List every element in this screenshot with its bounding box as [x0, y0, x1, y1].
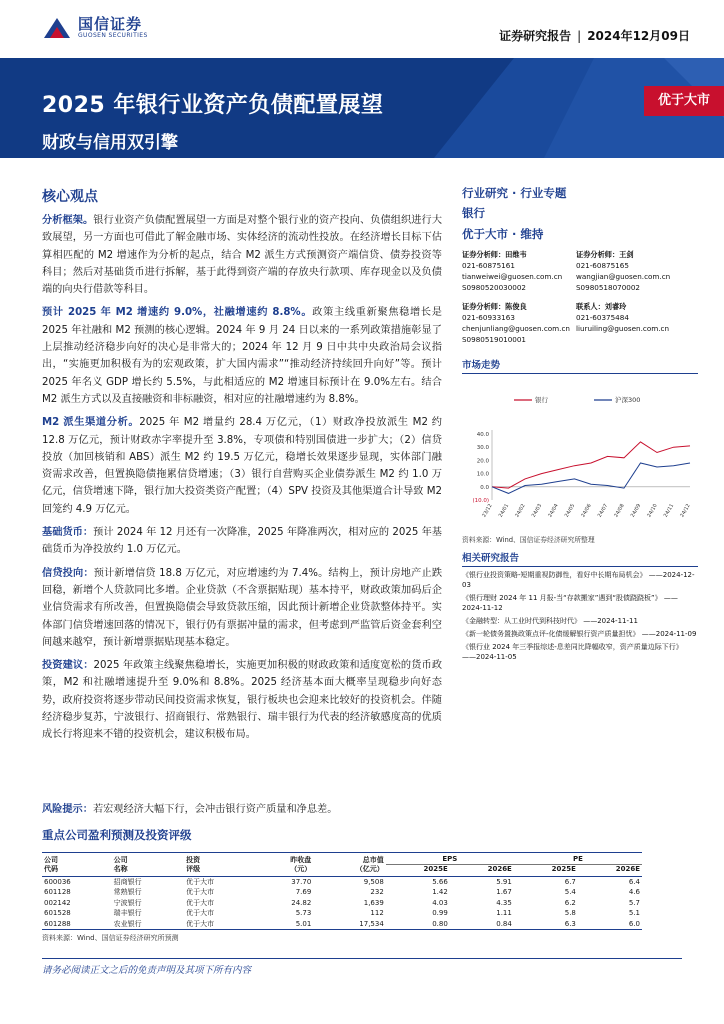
- x-tick-label: 24/11: [662, 503, 676, 519]
- x-tick-label: 24/06: [580, 503, 593, 519]
- y-tick-label: 20.0: [476, 458, 489, 465]
- industry-rating: 优于大市 · 维持: [462, 227, 544, 241]
- analyst-card: 证券分析师：王剑 021-60875165 wangjian@guosen.com.cn S0980518070002: [576, 249, 698, 293]
- x-tick-label: 24/08: [613, 503, 626, 519]
- x-tick-label: 24/07: [596, 503, 610, 519]
- table-row: 601528 瑞丰银行 优于大市 5.73 112 0.99 1.11 5.8 5.1: [44, 909, 640, 918]
- series-line-bank: [492, 442, 690, 488]
- table-header-row: 公司 公司 投资 昨收盘 总市值 EPS PE: [42, 853, 642, 865]
- report-date: 2024年12月09日: [587, 29, 690, 43]
- analyst-card: 联系人：刘睿玲 021-60375484 liuruiling@guosen.com.cn: [576, 301, 698, 345]
- forecast-table-section: [42, 827, 682, 943]
- y-tick-label: 10.0: [476, 471, 489, 478]
- x-tick-label: 24/05: [563, 503, 577, 519]
- legend-label: 银行: [535, 396, 548, 404]
- paragraph-m2-channels: M2 派生渠道分析。2025 年 M2 增量约 28.4 万亿元，（1）财政净投放派生 M2 约 12.8 万亿元，预计财政赤字率提升至 3.8%，专项债和特别国债进一步扩大；（2）信贷投放（加回核销和 ABS）派生 M2 约 19.5 万亿元，稳增长效果逐步显现，实体部门融资需求改善，但置换隐债拖累信贷增速；（3）银行自营购买企业债券派生 M2 约 1.0 万亿元，信贷增速下降，银行加大投资类资产配置；（4）SPV 投资及其他渠道合计导致 M2 回笼约 4.9 万亿元。: [42, 417, 442, 515]
- analyst-email[interactable]: chenjunliang@guosen.com.cn: [462, 324, 570, 333]
- table-row: 601288 农业银行 优于大市 5.01 17,534 0.80 0.84 6.3 6.0: [44, 919, 640, 928]
- paragraph-framework: 分析框架。银行业资产负债配置展望一方面是对整个银行业的资产投向、负债组织进行大致展望，另一方面也可借此了解金融市场、实体经济的流动性投放。在经济增长目标下估算相匹配的 M2 增速作为分析的起点，结合 M2 派生方式预测资产端信贷、债券投资等科目；然后对基础货币进行拆解，基于此得到资产端的存放央行款项、库存现金以及负债端的向央行借款等科目。: [42, 215, 443, 296]
- table-row: 002142 宁波银行 优于大市 24.82 1,639 4.03 4.35 6.2 5.7: [44, 898, 640, 907]
- logo-english-name: GUOSEN SECURITIES: [78, 32, 148, 39]
- core-views: [42, 186, 442, 750]
- logo-chinese-name: 国信证券: [78, 15, 143, 33]
- title-banner: [0, 58, 724, 158]
- x-tick-label: 24/01: [497, 503, 511, 519]
- guosen-logo-icon: [42, 16, 72, 40]
- paragraph-credit: 信贷投向：预计新增信贷 18.8 万亿元，对应增速约为 7.4%。结构上，预计房地产止跌回稳，新增个人贷款同比多增。企业贷款（不含票据贴现）基本持平，财政政策加码后企业信贷需求有所改善，但置换隐债会导致贷款压缩，因此预计新增企业贷款整体持平。实体部门信贷增速回落的情况下，银行仍有票据冲量的需求，但考虑到严监管后资金套利空间越来越窄，预计新增票据贴现基本稳定。: [42, 567, 443, 648]
- related-report-link[interactable]: 《银行业投资策略-短期重视防御性，看好中长期布局机会》 ——2024-12-03: [462, 571, 695, 589]
- guosen-logo: [42, 16, 148, 40]
- market-trend-section: [462, 357, 698, 544]
- analyst-email[interactable]: tianweiwei@guosen.com.cn: [462, 272, 563, 281]
- related-reports-title: 相关研究报告: [462, 550, 698, 567]
- market-trend-title: 市场走势: [462, 357, 698, 374]
- legend-label: 沪深300: [615, 396, 641, 404]
- forecast-table-title: 重点公司盈利预测及投资评级: [42, 828, 192, 842]
- analyst-list: [462, 249, 698, 353]
- x-tick-label: 24/03: [530, 503, 544, 519]
- report-category: 行业研究 · 行业专题: [462, 186, 567, 200]
- related-report-link[interactable]: 《银行理财 2024 年 11 月报-当“存款搬家”遇到“股债跷跷板”》 ——2024-11-12: [462, 594, 678, 612]
- rating-tag: 优于大市: [644, 86, 724, 116]
- footer-divider: [42, 958, 682, 959]
- x-tick-label: 24/09: [629, 503, 643, 519]
- report-title: 2025 年银行业资产负债配置展望: [42, 93, 384, 118]
- x-tick-label: 24/10: [646, 503, 659, 519]
- x-tick-label: 24/02: [514, 503, 527, 519]
- paragraph-investment-advice: 投资建议：2025 年政策主线聚焦稳增长，实施更加积极的财政政策和适度宽松的货币政策，M2 和社融增速提升至 9.0%和 8.8%。2025 经济基本面大概率呈现稳步向好态势，政府投资将逐步带动民间投资需求恢复，银行板块也会迎来比较好的投资机会。伴随经济稳步复苏，宁波银行、招商银行、常熟银行、瑞丰银行为代表的经济敏感度高的优质成长行将迎来不错的投资机会，建议积极布局。: [42, 660, 443, 741]
- x-tick-label: 23/12: [481, 503, 494, 519]
- y-tick-label: (10.0): [472, 498, 489, 504]
- related-report-link[interactable]: 《金融转型：从工业时代到科技时代》 ——2024-11-11: [462, 617, 638, 625]
- sidebar: [462, 186, 698, 662]
- core-views-title: 核心观点: [42, 189, 98, 205]
- table-row: 600036 招商银行 优于大市 37.70 9,508 5.66 5.91 6.7 6.4: [44, 878, 640, 886]
- y-tick-label: 40.0: [476, 432, 489, 438]
- report-type: 证券研究报告: [499, 29, 572, 43]
- analyst-email[interactable]: wangjian@guosen.com.cn: [576, 272, 671, 281]
- paragraph-risk: 风险提示：若宏观经济大幅下行，会冲击银行资产质量和净息差。: [42, 804, 338, 815]
- footer-disclaimer: 请务必阅读正文之后的免责声明及其项下所有内容: [42, 965, 252, 976]
- forecast-table: [42, 852, 642, 930]
- table-source: 资料来源：Wind、国信证券经济研究所预测: [42, 934, 179, 943]
- analyst-card: 证券分析师：陈俊良 021-60933163 chenjunliang@guosen.com.cn S0980519010001: [462, 301, 574, 345]
- related-reports-section: [462, 550, 698, 662]
- table-header-row: 代码 名称 评级 （元） （亿元） 2025E 2026E 2025E 2026E: [42, 865, 642, 877]
- related-report-link[interactable]: 《新一轮债务置换政策点评-化债缓解银行资产质量担忧》 ——2024-11-09: [462, 630, 697, 638]
- chart-source: 资料来源：Wind、国信证券经济研究所整理: [462, 536, 595, 544]
- table-row: 601128 常熟银行 优于大市 7.69 232 1.42 1.67 5.4 4.6: [44, 888, 640, 897]
- industry-name: 银行: [462, 206, 485, 220]
- top-header: [0, 0, 724, 58]
- report-meta: 证券研究报告 | 2024年12月09日: [499, 29, 690, 43]
- market-trend-chart: [462, 378, 698, 528]
- x-tick-label: 24/04: [547, 503, 560, 519]
- analyst-email[interactable]: liuruiling@guosen.com.cn: [576, 324, 670, 333]
- related-report-link[interactable]: 《银行业 2024 年三季报综述-息差同比降幅收窄，资产质量边际下行》 ——2024-11-05: [462, 643, 683, 661]
- paragraph-m2-forecast: 预计 2025 年 M2 增速约 9.0%，社融增速约 8.8%。政策主线重新聚焦稳增长是 2025 年社融和 M2 预测的核心逻辑。2024 年 9 月 24 日以来的一系列政策措施彰显了上层推动经济稳步向好的决心是非常大的；2024 年 12 月 9 日中共中央政治局会议指出，“实施更加积极有为的宏观政策，扩大国内需求”“推动经济持续回升向好”等。预计 2025 年名义 GDP 增长约 5.5%，与此相适应的 M2 增速目标预计在 9.0%左右。结合 M2 派生方式以及直接融资和非标融资，相对应的社融增速约为 8.8%。: [42, 307, 442, 405]
- y-tick-label: 30.0: [476, 445, 489, 452]
- series-line-csi300: [492, 463, 690, 493]
- y-tick-label: 0.0: [480, 484, 489, 491]
- paragraph-base-money: 基础货币：预计 2024 年 12 月还有一次降准，2025 年降准两次，相对应的 2025 年基础货币为净投放约 1.0 万亿元。: [42, 527, 442, 556]
- analyst-card: 证券分析师：田维韦 021-60875161 tianweiwei@guosen.com.cn S0980520030002: [462, 249, 574, 293]
- x-tick-label: 24/12: [679, 503, 692, 519]
- report-subtitle: 财政与信用双引擎: [42, 133, 178, 153]
